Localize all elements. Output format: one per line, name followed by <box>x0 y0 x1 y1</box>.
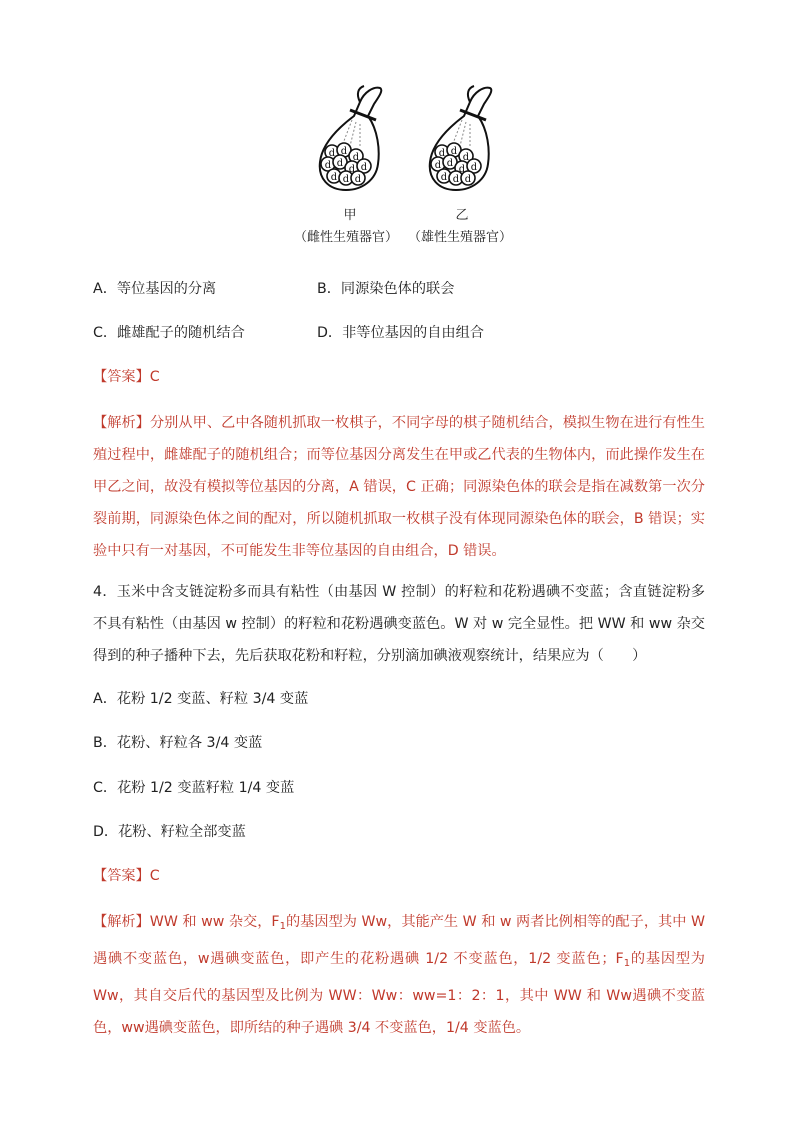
q3-answer-tag: 【答案】 <box>93 369 150 385</box>
q4-answer-value: C <box>149 868 160 884</box>
q4-analysis <box>93 906 705 1044</box>
q4-option-d: D．花粉、籽粒全部变蓝 <box>93 824 246 840</box>
q4-option-b: B．花粉、籽粒各 3/4 变蓝 <box>93 735 263 751</box>
chip-label: d <box>458 164 466 175</box>
bag-yi-illustration <box>408 80 518 205</box>
q4-answer <box>93 866 160 886</box>
q3-answer-value: C <box>149 369 160 385</box>
q3-analysis-tag: 【解析】 <box>93 415 150 431</box>
chip-label: d <box>328 148 336 159</box>
chip-label: d <box>354 174 362 185</box>
chip-label: d <box>450 146 458 157</box>
chip-label: d <box>440 172 448 183</box>
chip-label: d <box>438 148 446 159</box>
chip-label: d <box>434 160 442 171</box>
q4-analysis-part1: WW 和 ww 杂交，F <box>149 914 280 930</box>
q4-analysis-tag: 【解析】 <box>93 914 150 930</box>
chip-label: d <box>462 152 470 163</box>
q3-option-a: A．等位基因的分离 <box>93 281 217 297</box>
q4-stem: 4．玉米中含支链淀粉多而具有粘性（由基因 W 控制）的籽粒和花粉遇碘不变蓝；含直链淀粉多不具有粘性（由基因 w 控制）的籽粒和花粉遇碘变蓝色。W 对 w 完全显性。把 WW 和 ww 杂交得到的种子播种下去，先后获取花粉和籽粒，分别滴加碘液观察统计，结果应为（ ） <box>93 584 705 664</box>
chip-label: d <box>348 164 356 175</box>
q4-option-a: A．花粉 1/2 变蓝、籽粒 3/4 变蓝 <box>93 691 309 707</box>
q4-analysis-part2: 的基因型为 Ww，其能产生 W 和 w 两者比例相等的配子，其中 W 遇碘不变蓝色，w遇碘变蓝色，即产生的花粉遇碘 1/2 不变蓝色，1/2 变蓝色；F <box>93 914 705 967</box>
chip-label: d <box>340 146 348 157</box>
bag-figure <box>280 80 520 250</box>
bag-yi-caption: （雄性生殖器官） <box>407 230 512 245</box>
q3-option-c: C．雌雄配子的随机结合 <box>93 325 245 341</box>
bag-yi-name: 乙 <box>455 208 469 223</box>
q4-analysis-subscript1: 1 <box>279 921 286 932</box>
q3-option-d: D．非等位基因的自由组合 <box>317 325 484 341</box>
q3-answer <box>93 367 160 387</box>
bag-jia-caption: （雌性生殖器官） <box>293 230 398 245</box>
chip-label: d <box>464 174 472 185</box>
q4-option-c: C．花粉 1/2 变蓝籽粒 1/4 变蓝 <box>93 780 295 796</box>
chip-label: d <box>324 160 332 171</box>
chip-label: d <box>336 158 344 169</box>
q3-option-b: B．同源染色体的联会 <box>317 281 455 297</box>
chip-label: d <box>342 174 350 185</box>
q4-answer-tag: 【答案】 <box>93 868 150 884</box>
chip-label: d <box>446 158 454 169</box>
q4-analysis-subscript2: 1 <box>623 958 631 969</box>
chip-label: d <box>470 162 478 173</box>
chip-label: d <box>452 174 460 185</box>
q3-analysis-text: 分别从甲、乙中各随机抓取一枚棋子，不同字母的棋子随机结合，模拟生物在进行有性生殖过程中，雌雄配子的随机组合；而等位基因分离发生在甲或乙代表的生物体内，而此操作发生在甲乙之间，故没有模拟等位基因的分离，A 错误，C 正确；同源染色体的联会是指在减数第一次分裂前期，同源染色体之间的配对，所以随机抓取一枚棋子没有体现同源染色体的联会，B 错误；实验中只有一对基因，不可能发生非等位基因的自由组合，D 错误。 <box>93 415 705 559</box>
bag-jia-name: 甲 <box>343 208 357 223</box>
q4-analysis-part3: 的基因型为 Ww，其自交后代的基因型及比例为 WW：Ww：ww=1：2：1，其中 WW 和 Ww遇碘不变蓝色，ww遇碘变蓝色，即所结的种子遇碘 3/4 不变蓝色，1/4 变蓝色。 <box>93 951 705 1036</box>
chip-label: d <box>360 162 368 173</box>
chip-label: d <box>330 172 338 183</box>
q3-analysis <box>93 407 705 567</box>
bag-jia-illustration <box>298 80 408 205</box>
chip-label: d <box>352 152 360 163</box>
